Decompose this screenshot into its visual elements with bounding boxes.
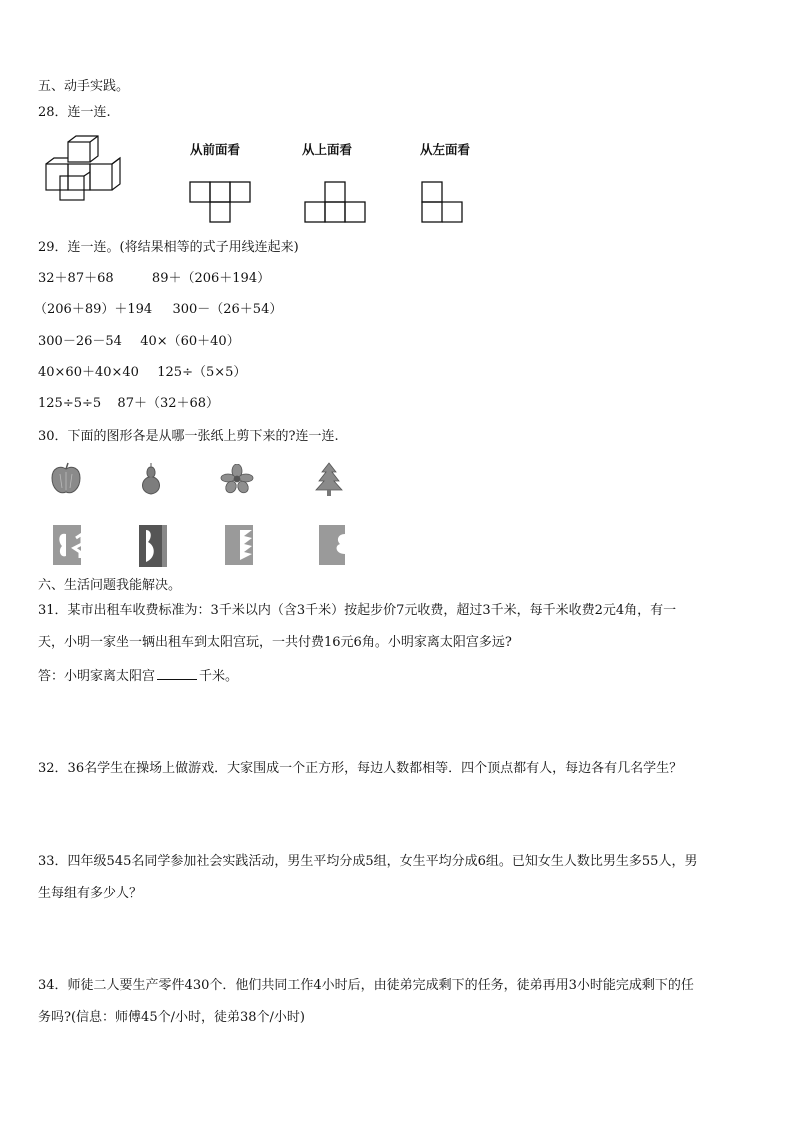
q29-right-expr: 125÷（5×5） <box>157 365 247 380</box>
q29-row <box>38 395 219 413</box>
section-six-title: 六、生活问题我能解决。 <box>38 578 182 593</box>
q31-answer-suffix: 千米。 <box>199 669 239 684</box>
q31-line1: 31．某市出租车收费标准为：3千米以内（含3千米）按起步价7元收费，超过3千米，每千米收费2元4角，有一 <box>38 603 677 618</box>
q29-row <box>38 270 270 288</box>
q34-line1: 34．师徒二人要生产零件430个．他们共同工作4小时后，由徒弟完成剩下的任务，徒弟再用3小时能完成剩下的任 <box>38 978 694 993</box>
paper-with-tree-hole-image <box>224 524 254 566</box>
view-label-top: 从上面看 <box>302 142 353 157</box>
q29-left-expr: （206＋89）＋194 <box>34 302 153 317</box>
q29-row <box>38 333 240 351</box>
q29-right-expr: 300－（26＋54） <box>172 302 283 317</box>
q33-line1: 33．四年级545名同学参加社会实践活动，男生平均分成5组，女生平均分成6组。已知女生人数比男生多55人，男 <box>38 854 698 869</box>
q34-line2: 务吗?(信息：师傅45个/小时，徒弟38个/小时) <box>38 1010 305 1025</box>
flower-shape-image <box>220 464 254 494</box>
apple-shape-image <box>50 462 82 496</box>
q29-row <box>38 364 246 382</box>
q29-left-expr: 125÷5÷5 <box>38 396 102 411</box>
q31-answer <box>38 666 238 686</box>
cube-stack-figure <box>40 134 140 206</box>
view-label-front: 从前面看 <box>190 142 241 157</box>
q29-stem: 29．连一连。(将结果相等的式子用线连起来) <box>38 240 299 255</box>
q32-text: 32．36名学生在操场上做游戏．大家围成一个正方形，每边人数都相等．四个顶点都有人，每边各有几名学生？ <box>38 761 683 776</box>
q29-right-expr: 89＋（206＋194） <box>151 271 271 286</box>
q31-answer-prefix: 答：小明家离太阳宫 <box>38 669 156 684</box>
left-view-diagram <box>420 180 466 226</box>
q31-line2: 天，小明一家坐一辆出租车到太阳宫玩，一共付费16元6角。小明家离太阳宫多远? <box>38 635 512 650</box>
q29-left-expr: 300－26－54 <box>38 334 122 349</box>
front-view-diagram <box>188 180 252 226</box>
paper-with-flower-hole-image <box>318 524 350 566</box>
paper-with-apple-hole-image <box>52 524 82 566</box>
q30-stem: 30．下面的图形各是从哪一张纸上剪下来的?连一连. <box>38 429 339 444</box>
q29-right-expr: 40×（60＋40） <box>140 334 240 349</box>
q29-left-expr: 40×60＋40×40 <box>38 365 139 380</box>
q29-row <box>34 301 282 319</box>
gourd-shape-image <box>136 462 166 496</box>
q29-right-expr: 87＋（32＋68） <box>117 396 220 411</box>
q29-left-expr: 32＋87＋68 <box>38 271 114 286</box>
q28-stem: 28．连一连. <box>38 105 111 120</box>
section-five-title: 五、动手实践。 <box>38 79 130 94</box>
top-view-diagram <box>303 180 367 226</box>
paper-with-gourd-hole-image <box>138 524 168 568</box>
answer-blank[interactable] <box>157 666 197 680</box>
view-label-left: 从左面看 <box>420 142 471 157</box>
tree-shape-image <box>314 462 344 498</box>
q33-line2: 生每组有多少人？ <box>38 886 143 901</box>
